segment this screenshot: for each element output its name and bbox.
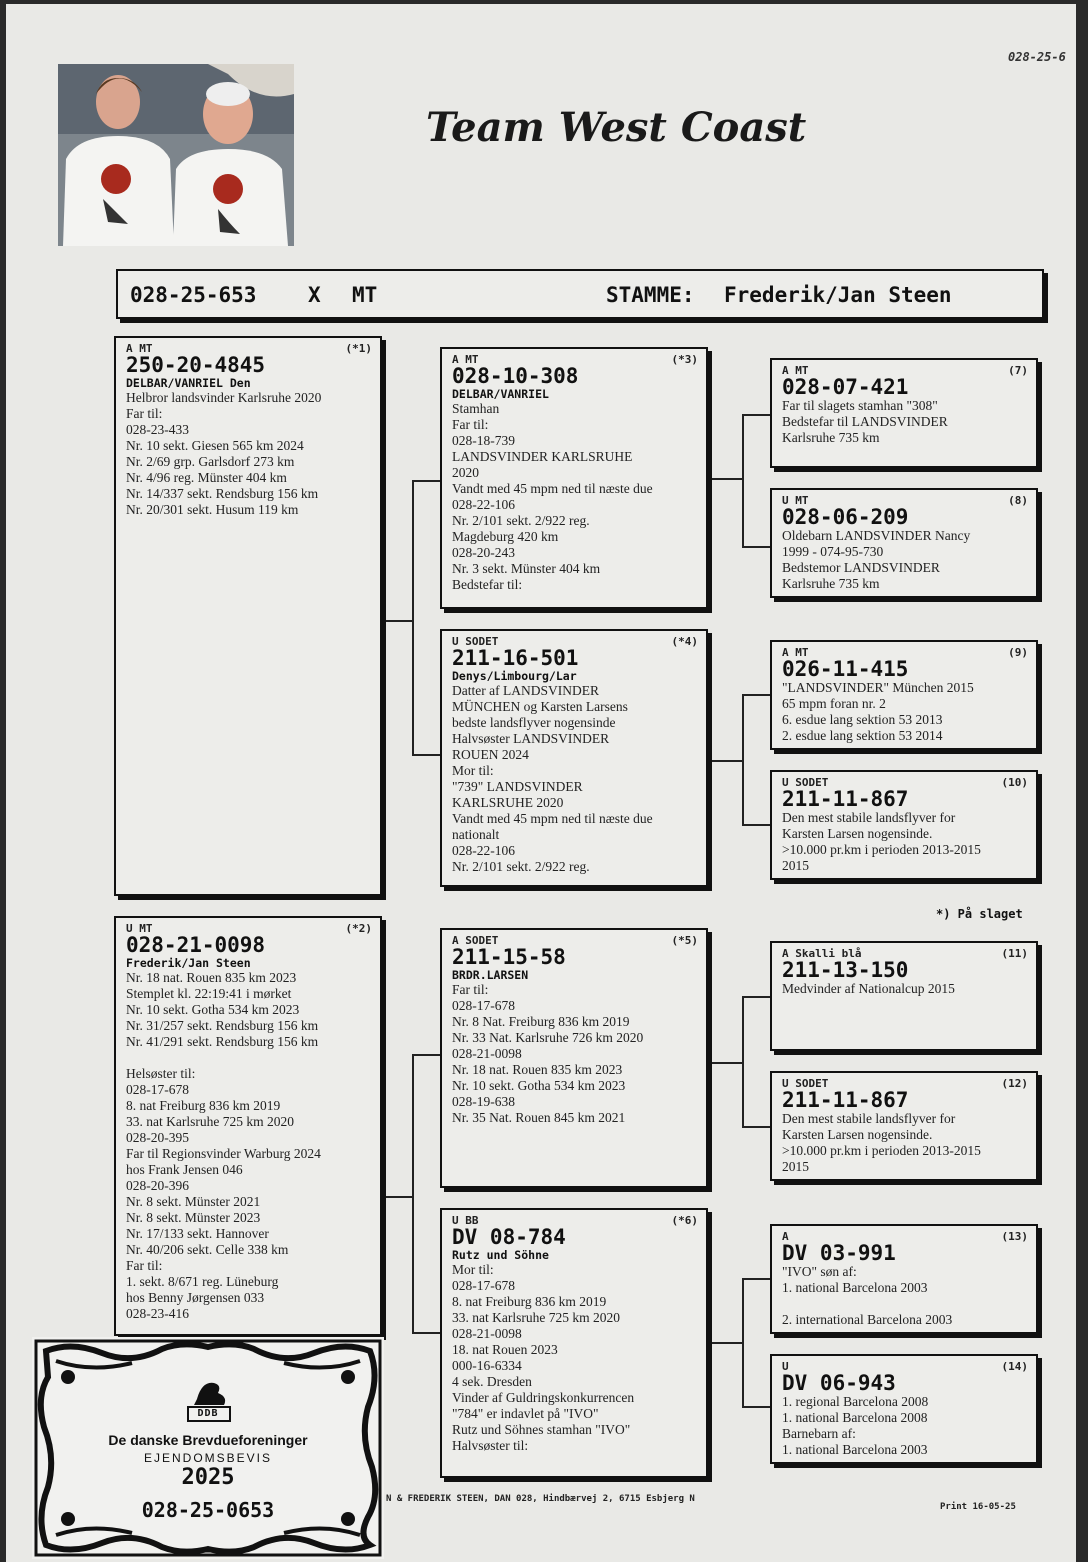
- stamp-ring-number: 028-25-0653: [141, 1498, 275, 1522]
- pedigree-note-line: 028-17-678: [126, 1082, 189, 1097]
- pedigree-note-line: Mor til:: [452, 1262, 494, 1277]
- pedigree-note-line: Medvinder af Nationalcup 2015: [782, 981, 955, 996]
- connector: [710, 478, 742, 480]
- pedigree-note-line: 6. esdue lang sektion 53 2013: [782, 712, 943, 727]
- pedigree-note-line: Helbror landsvinder Karlsruhe 2020: [126, 390, 322, 405]
- box-sex: U SODET: [782, 1077, 829, 1090]
- pedigree-notes: [782, 528, 1026, 592]
- box-tag: (8): [1008, 494, 1028, 507]
- box-tag: (*6): [671, 1214, 698, 1227]
- box-sex: U: [782, 1360, 789, 1373]
- on-loft-note: *) På slaget: [936, 907, 1023, 921]
- pedigree-note-line: Far til:: [452, 982, 489, 997]
- pedigree-notes: [452, 401, 696, 593]
- box-sex: A MT: [782, 646, 809, 659]
- pedigree-note-line: Oldebarn LANDSVINDER Nancy: [782, 528, 971, 543]
- pedigree-note-line: 028-18-739: [452, 433, 515, 448]
- pedigree-note-line: "LANDSVINDER" München 2015: [782, 680, 974, 695]
- connector: [412, 1054, 442, 1056]
- pedigree-note-line: Nr. 8 sekt. Münster 2021: [126, 1194, 261, 1209]
- pedigree-note-line: Nr. 18 nat. Rouen 835 km 2023: [452, 1062, 623, 1077]
- stamp-year: 2025: [181, 1465, 235, 1490]
- box-tag: (*4): [671, 635, 698, 648]
- pedigree-note-line: Bedstefar til LANDSVINDER: [782, 414, 948, 429]
- pedigree-box-13: [770, 1224, 1038, 1334]
- ornamental-border-icon: [32, 1337, 384, 1559]
- box-sex: A MT: [782, 364, 809, 377]
- pedigree-note-line: Bedstemor LANDSVINDER: [782, 560, 940, 575]
- pedigree-note-line: "739" LANDSVINDER: [452, 779, 583, 794]
- pedigree-note-line: 1. national Barcelona 2003: [782, 1280, 928, 1295]
- connector: [742, 1126, 772, 1128]
- pedigree-note-line: Nr. 14/337 sekt. Rendsburg 156 km: [126, 486, 319, 501]
- pedigree-note-line: 4 sek. Dresden: [452, 1374, 532, 1389]
- pedigree-note-line: bedste landsflyver nogensinde: [452, 715, 616, 730]
- pedigree-notes: [782, 1111, 1026, 1175]
- pedigree-note-line: hos Benny Jørgensen 033: [126, 1290, 265, 1305]
- pedigree-notes: [126, 970, 370, 1322]
- pedigree-note-line: Nr. 20/301 sekt. Husum 119 km: [126, 502, 299, 517]
- pedigree-note-line: 028-20-395: [126, 1130, 189, 1145]
- box-tag: (*2): [345, 922, 372, 935]
- pedigree-note-line: Nr. 10 sekt. Gotha 534 km 2023: [126, 1002, 300, 1017]
- pedigree-note-line: 1. regional Barcelona 2008: [782, 1394, 929, 1409]
- ring-number: DV 06-943: [782, 1371, 896, 1395]
- header-stamme-label: STAMME:: [606, 283, 695, 307]
- pedigree-note-line: Nr. 2/101 sekt. 2/922 reg.: [452, 513, 590, 528]
- box-sex: U MT: [782, 494, 809, 507]
- pedigree-box-8: [770, 488, 1038, 598]
- pedigree-note-line: Nr. 10 sekt. Giesen 565 km 2024: [126, 438, 304, 453]
- pedigree-note-line: KARLSRUHE 2020: [452, 795, 564, 810]
- stamp-label: EJENDOMSBEVIS: [143, 1451, 273, 1465]
- pedigree-note-line: hos Frank Jensen 046: [126, 1162, 243, 1177]
- pedigree-notes: [782, 1394, 1026, 1458]
- header-mate: MT: [352, 283, 378, 307]
- box-sex: U MT: [126, 922, 153, 935]
- pedigree-note-line: 028-20-396: [126, 1178, 189, 1193]
- pedigree-box-14: [770, 1354, 1038, 1464]
- footer-address: N & FREDERIK STEEN, DAN 028, Hindbærvej 2, 6715 Esbjerg N: [386, 1494, 695, 1504]
- pedigree-note-line: Nr. 2/69 grp. Garlsdorf 273 km: [126, 454, 295, 469]
- pedigree-note-line: 000-16-6334: [452, 1358, 522, 1373]
- pedigree-box-4: [440, 629, 708, 887]
- ring-number: 028-07-421: [782, 375, 909, 399]
- pedigree-note-line: Vandt med 45 mpm ned til næste due: [452, 481, 653, 496]
- pedigree-note-line: 2020: [452, 465, 479, 480]
- pedigree-note-line: Bedstefar til:: [452, 577, 523, 592]
- pedigree-note-line: 33. nat Karlsruhe 725 km 2020: [126, 1114, 294, 1129]
- pedigree-note-line: 2. international Barcelona 2003: [782, 1312, 953, 1327]
- pedigree-note-line: 65 mpm foran nr. 2: [782, 696, 886, 711]
- pedigree-note-line: 8. nat Freiburg 836 km 2019: [126, 1098, 281, 1113]
- stamp-monogram: DDB: [197, 1408, 219, 1419]
- connector: [710, 760, 742, 762]
- connector: [742, 1278, 772, 1280]
- pedigree-box-2: [114, 916, 382, 1336]
- pedigree-note-line: nationalt: [452, 827, 500, 842]
- ring-number: 211-11-867: [782, 787, 909, 811]
- pedigree-note-line: Far til:: [452, 417, 489, 432]
- pedigree-note-line: Nr. 8 Nat. Freiburg 836 km 2019: [452, 1014, 630, 1029]
- pedigree-note-line: 028-19-638: [452, 1094, 515, 1109]
- pedigree-note-line: 8. nat Freiburg 836 km 2019: [452, 1294, 607, 1309]
- connector: [412, 480, 414, 756]
- connector: [382, 1196, 412, 1198]
- pedigree-note-line: Nr. 18 nat. Rouen 835 km 2023: [126, 970, 297, 985]
- pedigree-note-line: Datter af LANDSVINDER: [452, 683, 599, 698]
- team-photo: [58, 64, 294, 246]
- header-box: [116, 269, 1044, 319]
- pedigree-note-line: 028-21-0098: [452, 1046, 522, 1061]
- box-tag: (9): [1008, 646, 1028, 659]
- pedigree-note-line: Mor til:: [452, 763, 494, 778]
- pedigree-note-line: Far til:: [126, 1258, 163, 1273]
- pedigree-notes: [782, 398, 1026, 446]
- breeder-name: Rutz und Söhne: [452, 1248, 549, 1262]
- connector: [742, 694, 772, 696]
- connector: [742, 546, 772, 548]
- pedigree-note-line: Nr. 33 Nat. Karlsruhe 726 km 2020: [452, 1030, 644, 1045]
- pedigree-note-line: Nr. 3 sekt. Münster 404 km: [452, 561, 601, 576]
- breeder-name: DELBAR/VANRIEL: [452, 387, 549, 401]
- pedigree-box-10: [770, 770, 1038, 880]
- box-sex: A MT: [452, 353, 479, 366]
- team-photo-illustration: [58, 64, 294, 246]
- box-sex: A Skalli blå: [782, 947, 862, 960]
- ring-number: DV 03-991: [782, 1241, 896, 1265]
- pedigree-note-line: Rutz und Söhnes stamhan "IVO": [452, 1422, 631, 1437]
- breeder-name: BRDR.LARSEN: [452, 968, 529, 982]
- pedigree-note-line: ROUEN 2024: [452, 747, 529, 762]
- pedigree-box-1: [114, 336, 382, 896]
- pedigree-note-line: "784" er indavlet på "IVO": [452, 1406, 599, 1421]
- pedigree-notes: [782, 1264, 1026, 1328]
- page-title: Team West Coast: [426, 104, 807, 151]
- pedigree-note-line: 1. national Barcelona 2008: [782, 1410, 928, 1425]
- pedigree-note-line: 028-17-678: [452, 1278, 515, 1293]
- pedigree-note-line: Nr. 41/291 sekt. Rendsburg 156 km: [126, 1034, 319, 1049]
- pedigree-note-line: Vinder af Guldringskonkurrencen: [452, 1390, 635, 1405]
- pedigree-note-line: 18. nat Rouen 2023: [452, 1342, 558, 1357]
- blank-line: [782, 1296, 1026, 1312]
- box-sex: U SODET: [782, 776, 829, 789]
- pedigree-box-5: [440, 928, 708, 1188]
- pedigree-note-line: Nr. 17/133 sekt. Hannover: [126, 1226, 269, 1241]
- ring-number: 026-11-415: [782, 657, 909, 681]
- connector: [412, 1054, 414, 1334]
- connector: [412, 1332, 442, 1334]
- pedigree-box-9: [770, 640, 1038, 750]
- pedigree-note-line: 1. sekt. 8/671 reg. Lüneburg: [126, 1274, 279, 1289]
- ring-number: 211-13-150: [782, 958, 909, 982]
- pedigree-note-line: 1. national Barcelona 2003: [782, 1442, 928, 1457]
- pedigree-note-line: Far til Regionsvinder Warburg 2024: [126, 1146, 321, 1161]
- pedigree-note-line: 028-23-416: [126, 1306, 189, 1321]
- connector: [742, 414, 772, 416]
- box-tag: (14): [1001, 1360, 1028, 1373]
- box-sex: A SODET: [452, 934, 499, 947]
- pedigree-note-line: Stemplet kl. 22:19:41 i mørket: [126, 986, 292, 1001]
- pedigree-note-line: Karsten Larsen nogensinde.: [782, 1127, 933, 1142]
- ring-number: DV 08-784: [452, 1225, 566, 1249]
- ring-number: 211-16-501: [452, 646, 579, 670]
- connector: [412, 754, 442, 756]
- box-tag: (10): [1001, 776, 1028, 789]
- box-sex: U BB: [452, 1214, 479, 1227]
- pedigree-note-line: "IVO" søn af:: [782, 1264, 857, 1279]
- pedigree-note-line: 2015: [782, 1159, 809, 1174]
- pedigree-box-7: [770, 358, 1038, 468]
- connector: [742, 414, 744, 548]
- pedigree-note-line: >10.000 pr.km i perioden 2013-2015: [782, 842, 981, 857]
- pedigree-box-12: [770, 1071, 1038, 1181]
- pedigree-box-11: [770, 941, 1038, 1051]
- blank-line: [126, 1050, 370, 1066]
- pedigree-notes: [782, 810, 1026, 874]
- box-tag: (7): [1008, 364, 1028, 377]
- box-tag: (11): [1001, 947, 1028, 960]
- connector: [710, 1342, 742, 1344]
- pedigree-note-line: Den mest stabile landsflyver for: [782, 1111, 956, 1126]
- pedigree-note-line: Vandt med 45 mpm ned til næste due: [452, 811, 653, 826]
- pedigree-note-line: 028-17-678: [452, 998, 515, 1013]
- pedigree-note-line: 028-20-243: [452, 545, 515, 560]
- box-tag: (*5): [671, 934, 698, 947]
- connector: [742, 996, 772, 998]
- page-number: 028-25-6: [1008, 50, 1066, 64]
- ring-number: 250-20-4845: [126, 353, 266, 377]
- pedigree-notes: [126, 390, 370, 518]
- box-sex: U SODET: [452, 635, 499, 648]
- connector: [710, 1062, 742, 1064]
- pedigree-note-line: 028-23-433: [126, 422, 189, 437]
- pedigree-box-6: [440, 1208, 708, 1478]
- connector: [742, 1278, 744, 1408]
- ownership-certificate-stamp: [32, 1337, 384, 1559]
- box-sex: A MT: [126, 342, 153, 355]
- header-stamme-value: Frederik/Jan Steen: [724, 283, 952, 307]
- pedigree-page: [6, 4, 1076, 1562]
- pedigree-note-line: Nr. 8 sekt. Münster 2023: [126, 1210, 261, 1225]
- pedigree-note-line: Karlsruhe 735 km: [782, 430, 880, 445]
- pedigree-note-line: LANDSVINDER KARLSRUHE: [452, 449, 633, 464]
- pedigree-note-line: Nr. 2/101 sekt. 2/922 reg.: [452, 859, 590, 874]
- pedigree-note-line: 2. esdue lang sektion 53 2014: [782, 728, 943, 743]
- ring-number: 211-15-58: [452, 945, 566, 969]
- breeder-name: Denys/Limbourg/Lar: [452, 669, 577, 683]
- box-tag: (*3): [671, 353, 698, 366]
- connector: [742, 996, 744, 1128]
- pedigree-note-line: Far til slagets stamhan "308": [782, 398, 938, 413]
- pedigree-note-line: Halvsøster til:: [452, 1438, 529, 1453]
- pedigree-note-line: Halvsøster LANDSVINDER: [452, 731, 610, 746]
- ring-number: 028-06-209: [782, 505, 909, 529]
- box-sex: A: [782, 1230, 789, 1243]
- pedigree-notes: [782, 680, 1026, 744]
- pedigree-note-line: Karsten Larsen nogensinde.: [782, 826, 933, 841]
- pedigree-notes: [452, 683, 696, 875]
- pedigree-note-line: Karlsruhe 735 km: [782, 576, 880, 591]
- pedigree-note-line: 028-22-106: [452, 843, 515, 858]
- ring-number: 028-10-308: [452, 364, 579, 388]
- ring-number: 028-21-0098: [126, 933, 266, 957]
- pedigree-notes: [452, 982, 696, 1126]
- pedigree-note-line: MÜNCHEN og Karsten Larsens: [452, 699, 628, 714]
- connector: [412, 480, 442, 482]
- pedigree-note-line: 2015: [782, 858, 809, 873]
- pedigree-note-line: Helsøster til:: [126, 1066, 196, 1081]
- header-cross: X: [308, 283, 321, 307]
- pedigree-note-line: Nr. 10 sekt. Gotha 534 km 2023: [452, 1078, 626, 1093]
- header-ring: 028-25-653: [130, 283, 257, 307]
- connector: [382, 620, 412, 622]
- pedigree-note-line: Magdeburg 420 km: [452, 529, 559, 544]
- pedigree-note-line: 33. nat Karlsruhe 725 km 2020: [452, 1310, 620, 1325]
- pedigree-notes: [782, 981, 1026, 997]
- box-tag: (12): [1001, 1077, 1028, 1090]
- connector: [742, 824, 772, 826]
- breeder-name: DELBAR/VANRIEL Den: [126, 376, 251, 390]
- pedigree-note-line: Nr. 4/96 reg. Münster 404 km: [126, 470, 287, 485]
- print-date: Print 16-05-25: [940, 1502, 1016, 1512]
- box-tag: (*1): [345, 342, 372, 355]
- connector: [742, 1406, 772, 1408]
- breeder-name: Frederik/Jan Steen: [126, 956, 251, 970]
- pedigree-note-line: Far til:: [126, 406, 163, 421]
- box-tag: (13): [1001, 1230, 1028, 1243]
- pedigree-notes: [452, 1262, 696, 1454]
- pedigree-note-line: 1999 - 074-95-730: [782, 544, 884, 559]
- pedigree-note-line: Stamhan: [452, 401, 500, 416]
- pedigree-note-line: Nr. 31/257 sekt. Rendsburg 156 km: [126, 1018, 319, 1033]
- pedigree-note-line: 028-22-106: [452, 497, 515, 512]
- pedigree-note-line: Den mest stabile landsflyver for: [782, 810, 956, 825]
- connector: [742, 694, 744, 826]
- ring-number: 211-11-867: [782, 1088, 909, 1112]
- pedigree-note-line: 028-21-0098: [452, 1326, 522, 1341]
- stamp-organisation: De danske Brevdueforeninger: [108, 1432, 308, 1448]
- pedigree-note-line: Nr. 40/206 sekt. Celle 338 km: [126, 1242, 289, 1257]
- pedigree-note-line: >10.000 pr.km i perioden 2013-2015: [782, 1143, 981, 1158]
- pedigree-note-line: Barnebarn af:: [782, 1426, 856, 1441]
- pedigree-note-line: Nr. 35 Nat. Rouen 845 km 2021: [452, 1110, 626, 1125]
- pedigree-box-3: [440, 347, 708, 609]
